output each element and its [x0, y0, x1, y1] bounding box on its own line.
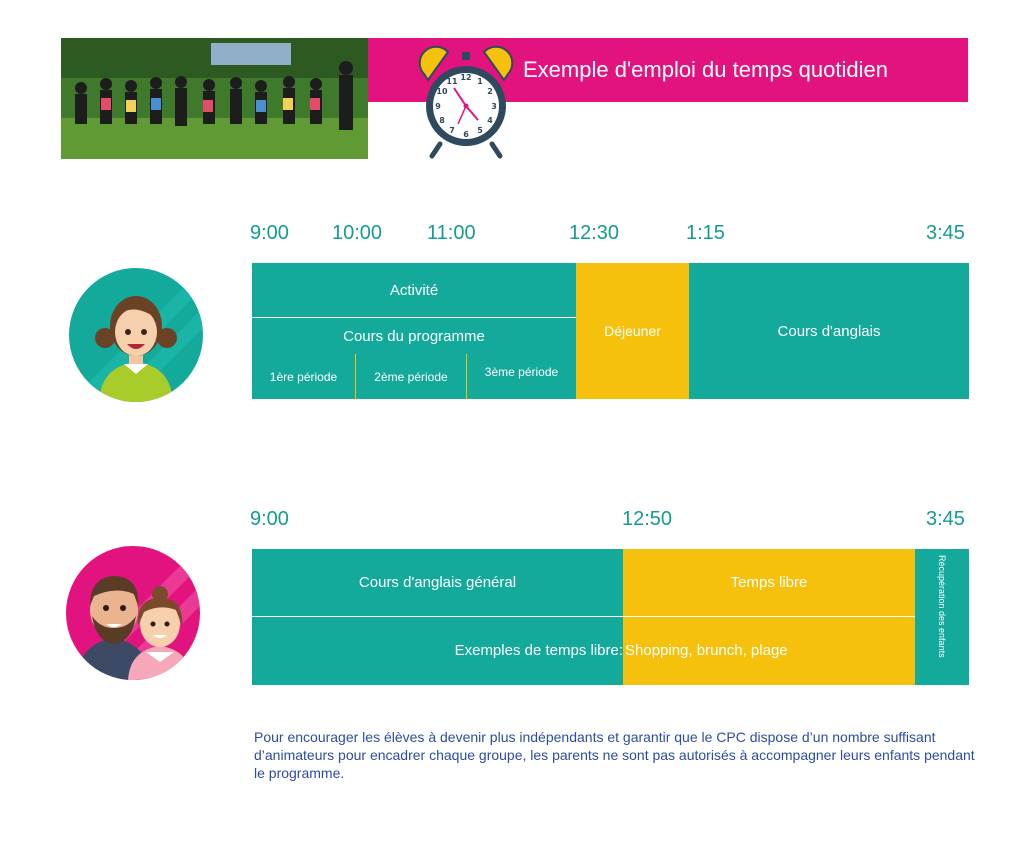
- period-1-block: 1ère période: [252, 354, 355, 399]
- alarm-clock-icon: [418, 44, 514, 160]
- time-label: 3:45: [926, 508, 965, 530]
- period-3-block: 3ème période: [467, 354, 576, 390]
- svg-text:9: 9: [435, 102, 441, 111]
- svg-text:6: 6: [463, 130, 469, 139]
- time-label: 12:50: [622, 508, 673, 530]
- english-block: Cours d'anglais: [689, 263, 969, 399]
- program-block: Cours du programme: [252, 318, 576, 354]
- svg-text:5: 5: [477, 126, 483, 135]
- pickup-block: [915, 549, 969, 685]
- time-label: 9:00: [250, 222, 289, 244]
- free-examples-label: Exemples de temps libre:: [454, 642, 623, 659]
- svg-text:11: 11: [446, 77, 458, 86]
- free-time-block: Temps libre: [623, 549, 915, 616]
- girl-avatar-icon: [69, 268, 203, 402]
- parents-avatar-icon: [66, 546, 200, 680]
- svg-text:3: 3: [491, 102, 497, 111]
- pickup-label: Récupération des enfants: [937, 555, 947, 658]
- time-label: 9:00: [250, 508, 289, 530]
- period-3-filler: [467, 390, 576, 399]
- time-label: 10:00: [332, 222, 383, 244]
- general-english-block: Cours d'anglais général: [252, 549, 623, 616]
- free-examples-value: Shopping, brunch, plage: [625, 642, 788, 659]
- time-label: 1:15: [686, 222, 725, 244]
- policy-note: Pour encourager les élèves à devenir plus indépendants et garantir que le CPC dispose d’un nombre suffisant d’animateurs pour encadrer chaque groupe, les parents ne sont pas autorisés à accompagner leurs enfants pendant le programme.: [254, 729, 975, 781]
- svg-text:4: 4: [487, 116, 493, 125]
- svg-text:7: 7: [449, 126, 455, 135]
- svg-text:8: 8: [439, 116, 445, 125]
- time-label: 11:00: [427, 222, 476, 244]
- svg-text:1: 1: [477, 77, 483, 86]
- svg-text:10: 10: [436, 87, 448, 96]
- svg-text:12: 12: [460, 73, 472, 82]
- activity-block: Activité: [252, 263, 576, 317]
- period-2-block: 2ème période: [356, 354, 466, 399]
- lunch-block: Déjeuner: [576, 263, 689, 399]
- time-label: 12:30: [569, 222, 620, 244]
- page-title: Exemple d'emploi du temps quotidien: [523, 57, 888, 82]
- group-photo: [61, 38, 368, 159]
- svg-text:2: 2: [487, 87, 493, 96]
- time-label: 3:45: [926, 222, 965, 244]
